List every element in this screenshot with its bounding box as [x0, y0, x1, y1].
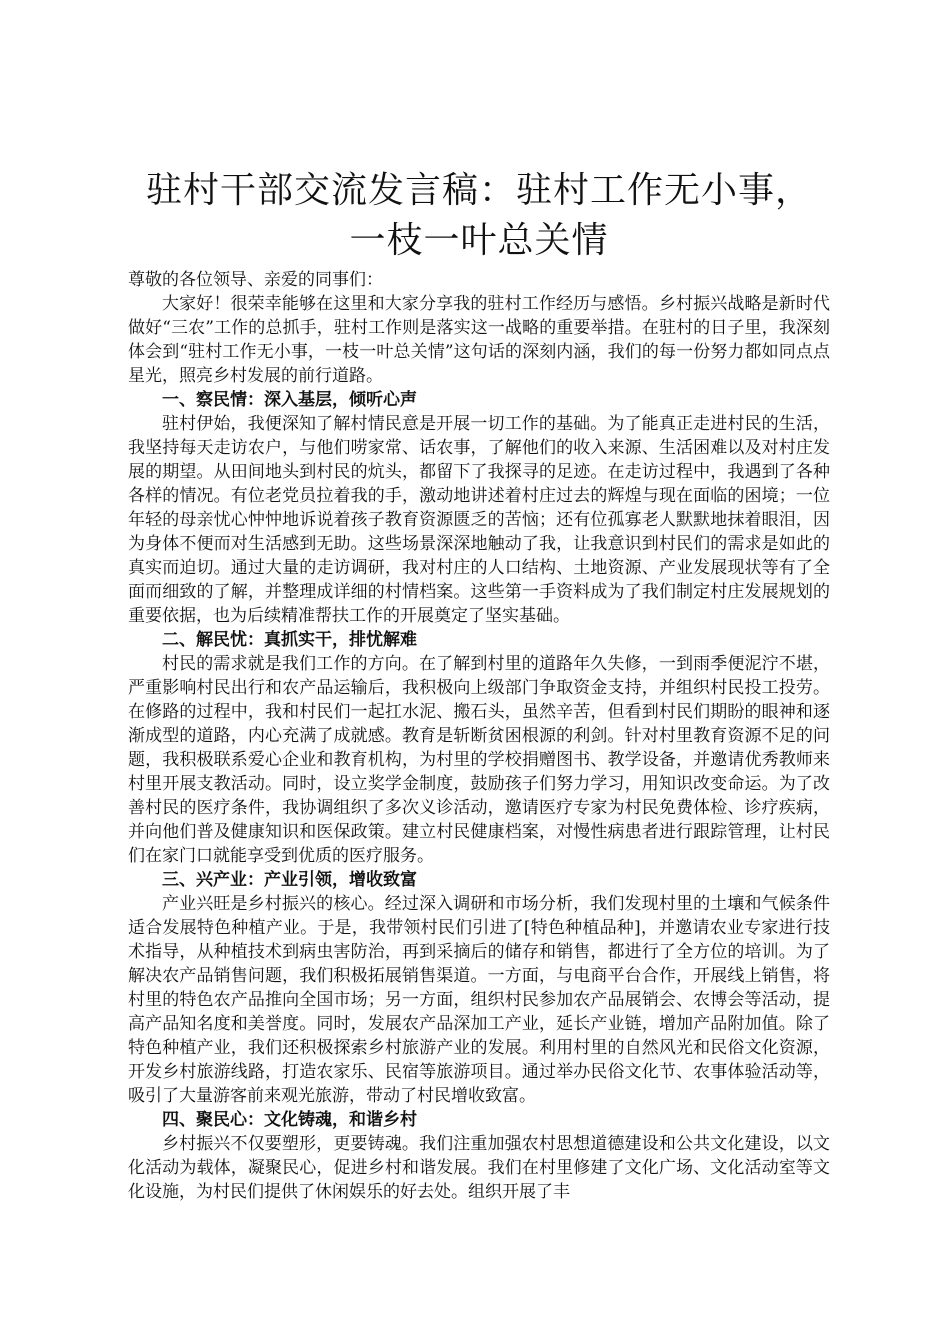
- section-body-1: 驻村伊始，我便深知了解村情民意是开展一切工作的基础。为了能真正走进村民的生活，我坚持每天走访农户，与他们唠家常、话农事，了解他们的收入来源、生活困难以及对村庄发展的期望。从田间地头到村民的炕头，都留下了我探寻的足迹。在走访过程中，我遇到了各种各样的情况。有位老党员拉着我的手，激动地讲述着村庄过去的辉煌与现在面临的困境；一位年轻的母亲忧心忡忡地诉说着孩子教育资源匮乏的苦恼；还有位孤寡老人默默地抹着眼泪，因为身体不便而对生活感到无助。这些场景深深地触动了我，让我意识到村民们的需求是如此的真实而迫切。通过大量的走访调研，我对村庄的人口结构、土地资源、产业发展现状等有了全面而细致的了解，并整理成详细的村情档案。这些第一手资料成为了我们制定村庄发展规划的重要依据，也为后续精准帮扶工作的开展奠定了坚实基础。: [128, 414, 830, 626]
- section-heading-3: 三、兴产业：产业引领，增收致富: [162, 870, 417, 890]
- section-heading-2: 二、解民忧：真抓实干，排忧解难: [162, 630, 417, 650]
- document-title: 驻村干部交流发言稿：驻村工作无小事，一枝一叶总关情: [145, 170, 812, 261]
- section-body-3: 产业兴旺是乡村振兴的核心。经过深入调研和市场分析，我们发现村里的土壤和气候条件适合发展特色种植产业。于是，我带领村民们引进了[特色种植品种]，并邀请农业专家进行技术指导，从种植技术到病虫害防治，再到采摘后的储存和销售，都进行了全方位的培训。为了解决农产品销售问题，我们积极拓展销售渠道。一方面，与电商平台合作，开展线上销售，将村里的特色农产品推向全国市场；另一方面，组织村民参加农产品展销会、农博会等活动，提高产品知名度和美誉度。同时，发展农产品深加工产业，延长产业链，增加产品附加值。除了特色种植产业，我们还积极探索乡村旅游产业的发展。利用村里的自然风光和民俗文化资源，开发乡村旅游线路，打造农家乐、民宿等旅游项目。通过举办民俗文化节、农事体验活动等，吸引了大量游客前来观光旅游，带动了村民增收致富。: [128, 894, 830, 1106]
- document-page: [128, 166, 830, 1204]
- intro-paragraph: 大家好！很荣幸能够在这里和大家分享我的驻村工作经历与感悟。乡村振兴战略是新时代做好“三农”工作的总抓手，驻村工作则是落实这一战略的重要举措。在驻村的日子里，我深刻体会到“驻村工作无小事，一枝一叶总关情”这句话的深刻内涵，我们的每一份努力都如同点点星光，照亮乡村发展的前行道路。: [128, 294, 830, 386]
- section-heading-1: 一、察民情：深入基层，倾听心声: [162, 390, 417, 410]
- section-body-2: 村民的需求就是我们工作的方向。在了解到村里的道路年久失修，一到雨季便泥泞不堪，严重影响村民出行和农产品运输后，我积极向上级部门争取资金支持，并组织村民投工投劳。在修路的过程中，我和村民们一起扛水泥、搬石头，虽然辛苦，但看到村民们期盼的眼神和逐渐成型的道路，内心充满了成就感。教育是斩断贫困根源的利剑。针对村里教育资源不足的问题，我积极联系爱心企业和教育机构，为村里的学校捐赠图书、教学设备，并邀请优秀教师来村里开展支教活动。同时，设立奖学金制度，鼓励孩子们努力学习，用知识改变命运。为了改善村民的医疗条件，我协调组织了多次义诊活动，邀请医疗专家为村民免费体检、诊疗疾病，并向他们普及健康知识和医保政策。建立村民健康档案，对慢性病患者进行跟踪管理，让村民们在家门口就能享受到优质的医疗服务。: [128, 654, 830, 866]
- salutation: 尊敬的各位领导、亲爱的同事们：: [128, 270, 383, 290]
- section-heading-4: 四、聚民心：文化铸魂，和谐乡村: [162, 1110, 417, 1130]
- section-body-4: 乡村振兴不仅要塑形，更要铸魂。我们注重加强农村思想道德建设和公共文化建设，以文化活动为载体，凝聚民心，促进乡村和谐发展。我们在村里修建了文化广场、文化活动室等文化设施，为村民们提供了休闲娱乐的好去处。组织开展了丰: [128, 1134, 830, 1202]
